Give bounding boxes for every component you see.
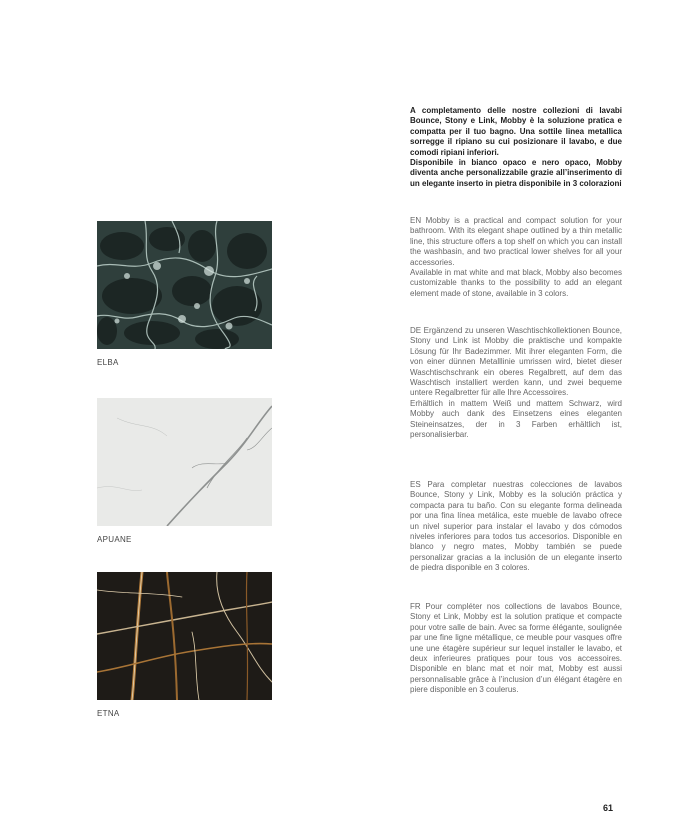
etna-marble-texture (97, 572, 272, 700)
it-paragraph-1: A completamento delle nostre collezioni di lavabi Bounce, Stony e Link, Mobby è la soluzione pratica e compatta per il tuo bagno. Una sottile linea metallica sorregge il ripiano su cui posizionare il lavabo, e due comodi ripiani inferiori. (410, 106, 622, 157)
text-block-es (410, 480, 622, 574)
es-paragraph-1: ES Para completar nuestras colecciones de lavabos Bounce, Stony y Link, Mobby es la solución práctica y compacta para tu baño. Con su elegante forma delineada por una fina línea metálica, este mueble de lavabo ofrece un nivel superior para instalar el lavabo y dos cómodos niveles inferiores para todos tus accesorios. Disponible en blanco y negro mates, Mobby también se puede personalizar gracias a la inclusión de un elegante inserto de piedra disponible en 3 colores. (410, 480, 622, 573)
en-paragraph-2: Available in mat white and mat black, Mobby also becomes customizable thanks to the possibility to add an elegant element made of stone, available in 3 colors. (410, 268, 622, 298)
caption-etna: ETNA (97, 709, 120, 718)
swatch-elba (97, 221, 272, 349)
apuane-marble-texture (97, 398, 272, 526)
swatch-apuane (97, 398, 272, 526)
page-number: 61 (603, 803, 614, 813)
en-paragraph-1: EN Mobby is a practical and compact solution for your bathroom. With its elegant shape outlined by a thin metallic line, this structure offers a top shelf on which you can install the washbasin, and two practical lower shelves for all your accessories. (410, 216, 622, 267)
caption-apuane: APUANE (97, 535, 132, 544)
swatch-etna (97, 572, 272, 700)
text-block-fr (410, 602, 622, 696)
fr-paragraph-1: FR Pour compléter nos collections de lavabos Bounce, Stony et Link, Mobby est la solution pratique et compacte pour votre salle de bain. Avec sa forme élégante, soulignée par une fine ligne métallique, ce meuble pour vasques offre une une étagère supérieur sur lequel installer le lavabo, et deux inferieures pratiques pour tous vos accessoires. Disponible en blanc mat et noir mat, Mobby est aussi personnalisable grâce à l’inclusion d’un élégant étagère en piere disponible en 3 coulerus. (410, 602, 622, 695)
text-block-en (410, 216, 622, 299)
de-paragraph-2: Erhältlich in mattem Weiß und mattem Schwarz, wird Mobby auch dank des Einsetzens eines eleganten Steineinsatzes, der in 3 Farben erhältlich ist, personalisierbar. (410, 398, 622, 440)
text-block-de (410, 326, 622, 440)
it-paragraph-2: Disponibile in bianco opaco e nero opaco, Mobby diventa anche personalizzabile grazie all’inserimento di un elegante inserto in pietra disponibile in 3 colorazioni (410, 158, 622, 188)
caption-elba: ELBA (97, 358, 119, 367)
text-block-it (410, 106, 622, 189)
elba-marble-texture (97, 221, 272, 349)
de-paragraph-1: DE Ergänzend zu unseren Waschtischkollektionen Bounce, Stony und Link ist Mobby die praktische und kompakte Lösung für Ihr Badezimmer. Mit ihrer eleganten Form, die von einer dünnen Metalllinie umrissen wird, bietet dieser Waschtischschrank ein oberes Regalbrett, auf dem das Waschtisch installiert werden kann, und zwei bequeme untere Regalbretter für alle Ihre Accessoires. (410, 326, 622, 398)
